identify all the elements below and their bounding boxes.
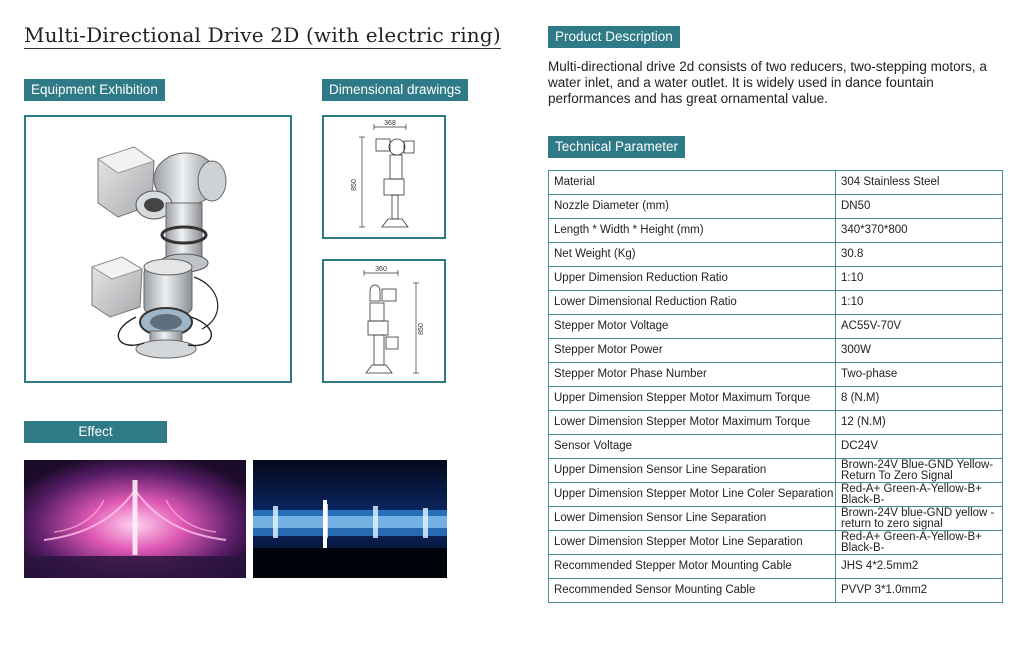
effect-photo-blue-fountain [253, 460, 447, 578]
param-value: Red-A+ Green-A-Yellow-B+ Black-B- [836, 483, 1003, 507]
parameter-rows [549, 171, 1003, 603]
table-row [549, 483, 1003, 507]
param-value: 12 (N.M) [836, 411, 1003, 435]
dimensional-drawings-tag: Dimensional drawings [322, 79, 468, 101]
param-name: Recommended Sensor Mounting Cable [549, 579, 836, 603]
drawing1-width-label: 368 [384, 120, 396, 127]
drawing2-height-label: 850 [418, 323, 425, 335]
table-row [549, 291, 1003, 315]
table-row [549, 531, 1003, 555]
param-value: 1:10 [836, 291, 1003, 315]
param-name: Stepper Motor Phase Number [549, 363, 836, 387]
effect-photo-pink-fountain [24, 460, 246, 578]
technical-parameter-table [548, 170, 1003, 603]
table-row [549, 339, 1003, 363]
effect-tag: Effect [24, 421, 167, 443]
table-row [549, 507, 1003, 531]
param-value: Two-phase [836, 363, 1003, 387]
param-value: AC55V-70V [836, 315, 1003, 339]
param-value: 30.8 [836, 243, 1003, 267]
param-value: 340*370*800 [836, 219, 1003, 243]
param-value: DC24V [836, 435, 1003, 459]
param-value: JHS 4*2.5mm2 [836, 555, 1003, 579]
table-row [549, 267, 1003, 291]
table-row [549, 363, 1003, 387]
param-name: Upper Dimension Stepper Motor Line Coler Separation [549, 483, 836, 507]
dimensional-drawing-front [322, 115, 446, 239]
param-name: Stepper Motor Power [549, 339, 836, 363]
param-value: 1:10 [836, 267, 1003, 291]
table-row [549, 219, 1003, 243]
equipment-photo [26, 117, 290, 381]
dimensional-drawing-side [322, 259, 446, 383]
table-row [549, 411, 1003, 435]
table-row [549, 315, 1003, 339]
table-row [549, 435, 1003, 459]
param-name: Upper Dimension Sensor Line Separation [549, 459, 836, 483]
param-value: Brown-24V Blue-GND Yellow-Return To Zero Signal [836, 459, 1003, 483]
table-row [549, 579, 1003, 603]
param-name: Length * Width * Height (mm) [549, 219, 836, 243]
param-name: Lower Dimensional Reduction Ratio [549, 291, 836, 315]
param-name: Lower Dimension Stepper Motor Maximum Torque [549, 411, 836, 435]
technical-parameter-tag: Technical Parameter [548, 136, 685, 158]
param-value: 8 (N.M) [836, 387, 1003, 411]
drawing-side-svg [324, 261, 444, 381]
pink-fountain-svg [24, 460, 246, 578]
param-value: DN50 [836, 195, 1003, 219]
param-name: Lower Dimension Stepper Motor Line Separation [549, 531, 836, 555]
param-value: Red-A+ Green-A-Yellow-B+ Black-B- [836, 531, 1003, 555]
page-title: Multi-Directional Drive 2D (with electric ring) [24, 23, 501, 47]
param-value: PVVP 3*1.0mm2 [836, 579, 1003, 603]
param-name: Stepper Motor Voltage [549, 315, 836, 339]
param-name: Nozzle Diameter (mm) [549, 195, 836, 219]
param-name: Upper Dimension Stepper Motor Maximum Torque [549, 387, 836, 411]
blue-fountain-svg [253, 460, 447, 578]
param-name: Lower Dimension Sensor Line Separation [549, 507, 836, 531]
table-row [549, 171, 1003, 195]
param-name: Material [549, 171, 836, 195]
param-name: Net Weight (Kg) [549, 243, 836, 267]
equipment-photo-frame [24, 115, 292, 383]
param-name: Upper Dimension Reduction Ratio [549, 267, 836, 291]
drawing-front-svg [324, 117, 444, 237]
table-row [549, 387, 1003, 411]
drawing1-height-label: 850 [351, 179, 358, 191]
product-description-tag: Product Description [548, 26, 680, 48]
table-row [549, 555, 1003, 579]
table-row [549, 195, 1003, 219]
param-value: Brown-24V blue-GND yellow -return to zero signal [836, 507, 1003, 531]
equipment-exhibition-tag: Equipment Exhibition [24, 79, 165, 101]
table-row [549, 459, 1003, 483]
drawing2-width-label: 360 [375, 266, 387, 273]
param-name: Recommended Stepper Motor Mounting Cable [549, 555, 836, 579]
param-name: Sensor Voltage [549, 435, 836, 459]
product-description-text: Multi-directional drive 2d consists of two reducers, two-stepping motors, a water inlet, and a water outlet. It is widely used in dance fountain performances and has great ornamental value. [548, 59, 987, 106]
param-value: 300W [836, 339, 1003, 363]
param-value: 304 Stainless Steel [836, 171, 1003, 195]
table-row [549, 243, 1003, 267]
